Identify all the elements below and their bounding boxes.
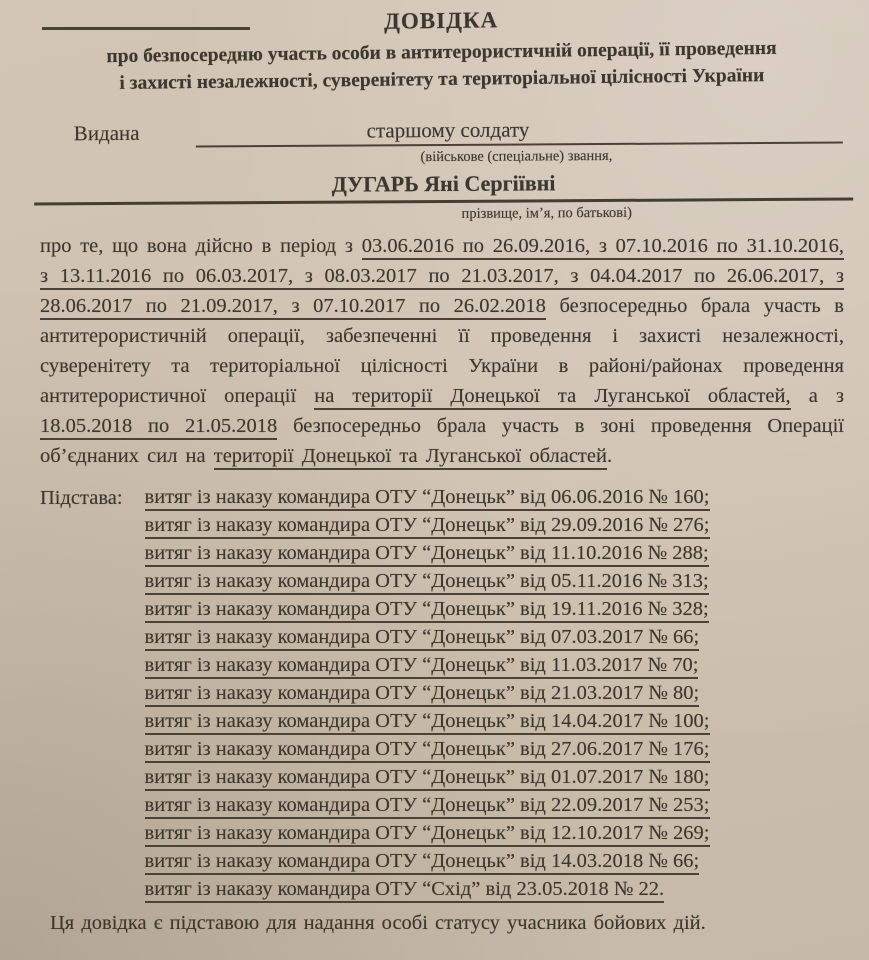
basis-item-text: витяг із наказу командира ОТУ “Донецьк” від 01.07.2017 № 180;: [145, 766, 710, 791]
name-value: ДУГАРЬ Яні Сергіївні: [331, 170, 556, 197]
body-text-segment: про те, що вона дійсно в період з: [40, 235, 362, 257]
basis-item-text: витяг із наказу командира ОТУ “Донецьк” від 12.10.2017 № 269;: [145, 822, 710, 847]
body-text-segment: безпосередньо брала участь в зоні проведення Операції об’єднаних сил на: [40, 415, 844, 467]
basis-item: [145, 595, 843, 623]
basis-item-text: витяг із наказу командира ОТУ “Донецьк” від 11.03.2017 № 70;: [145, 654, 699, 679]
basis-item: [145, 847, 843, 875]
basis-item-text: витяг із наказу командира ОТУ “Схід” від 23.05.2018 № 22.: [145, 878, 665, 903]
document-subtitle: [40, 34, 844, 98]
body-underlined-segment: 03.06.2016 по 26.09.2016, з 07.10.2016 по 31.10.2016, з 13.11.2016 по 06.03.2017, з 08.03.2017 по 21.03.2017, з 04.04.2017 по 26.06.2017, з 28.06.2017 по 21.09.2017, з 07.10.2017 по 26.02.2018: [40, 235, 844, 320]
basis-item: [145, 511, 843, 539]
basis-item-text: витяг із наказу командира ОТУ “Донецьк” від 27.06.2017 № 176;: [145, 738, 710, 763]
basis-item: [145, 623, 843, 651]
rank-caption: (військове (спеціальне) звання,: [420, 147, 613, 166]
rank-underline: [195, 116, 842, 148]
basis-item: [145, 735, 843, 763]
basis-item-text: витяг із наказу командира ОТУ “Донецьк” від 22.09.2017 № 253;: [145, 794, 710, 819]
document-header: [40, 3, 844, 98]
body-text-segment: .: [606, 445, 613, 467]
basis-item: [145, 707, 843, 735]
body-underlined-segment: території Донецької та Луганської областей: [214, 445, 607, 470]
basis-item-text: витяг із наказу командира ОТУ “Донецьк” від 06.06.2016 № 160;: [145, 486, 710, 511]
basis-item: [145, 875, 843, 903]
rank-value: старшому солдату: [366, 117, 530, 143]
body-underlined-segment: на території Донецької та Луганської областей,: [314, 385, 790, 410]
basis-item-text: витяг із наказу командира ОТУ “Донецьк” від 14.04.2017 № 100;: [145, 710, 710, 735]
basis-item-text: витяг із наказу командира ОТУ “Донецьк” від 19.11.2016 № 328;: [145, 598, 709, 623]
issued-row: [40, 116, 843, 149]
name-underline: [34, 167, 853, 205]
issued-section: [40, 116, 844, 226]
footer-note: Ця довідка є підставою для надання особі статусу учасника бойових дій.: [50, 912, 706, 934]
subtitle-line-1: про безпосередню участь особи в антитерористичній операції, її проведення: [106, 37, 777, 68]
basis-item-text: витяг із наказу командира ОТУ “Донецьк” від 07.03.2017 № 66;: [145, 626, 700, 651]
basis-item: [145, 651, 843, 679]
basis-item: [145, 763, 843, 791]
basis-list: [137, 483, 843, 903]
body-underlined-segment: 18.05.2018 по 21.05.2018: [40, 415, 277, 440]
body-paragraph: [40, 231, 844, 471]
basis-item-text: витяг із наказу командира ОТУ “Донецьк” від 21.03.2017 № 80;: [145, 682, 700, 707]
basis-item: [145, 539, 843, 567]
basis-label: Підстава:: [40, 487, 123, 509]
name-caption: прізвище, ім’я, по батькові): [461, 204, 633, 222]
basis-item: [145, 679, 843, 707]
basis-item-text: витяг із наказу командира ОТУ “Донецьк” від 05.11.2016 № 313;: [145, 570, 709, 595]
body-text-segment: безпосередньо брала участь в антитерористичній операції, забезпеченні її проведення і захисті незалежності, суверенітету та територіальної цілісності України в районі/районах проведення антитерористичної операції: [40, 295, 844, 407]
basis-item: [145, 483, 843, 511]
subtitle-line-2: і захисті незалежності, суверенітету та територіальної цілісності України: [119, 65, 765, 94]
body-text-segment: а з: [790, 385, 844, 407]
basis-section: [40, 483, 843, 903]
issued-label: Видана: [73, 120, 140, 146]
basis-item-text: витяг із наказу командира ОТУ “Донецьк” від 11.10.2016 № 288;: [145, 542, 709, 567]
basis-item-text: витяг із наказу командира ОТУ “Донецьк” від 14.03.2018 № 66;: [145, 850, 700, 875]
basis-item: [145, 791, 843, 819]
document-title: ДОВІДКА: [383, 7, 499, 34]
basis-item-text: витяг із наказу командира ОТУ “Донецьк” від 29.09.2016 № 276;: [145, 514, 710, 539]
basis-item: [145, 819, 843, 847]
basis-item: [145, 567, 843, 595]
